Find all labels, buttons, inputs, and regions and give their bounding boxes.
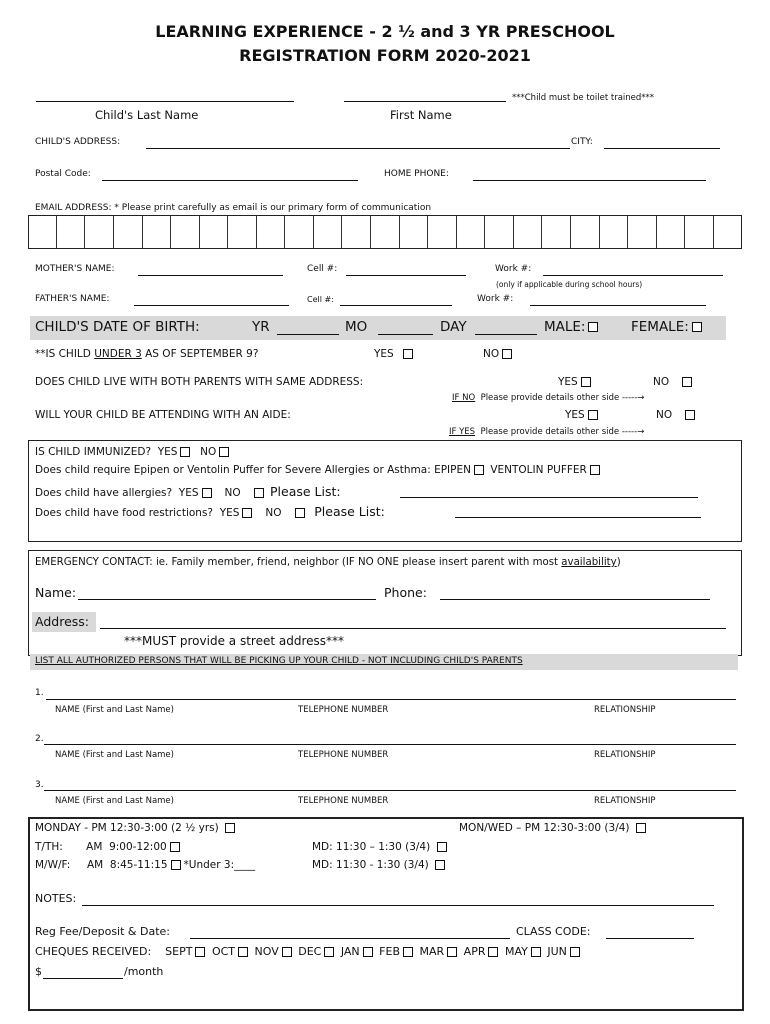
- home-phone-label: HOME PHONE:: [384, 169, 449, 179]
- authorized-row-2-field[interactable]: [44, 744, 736, 745]
- father-work-label: Work #:: [477, 294, 514, 304]
- regfee-field[interactable]: [190, 938, 510, 939]
- toilet-trained-note: ***Child must be toilet trained***: [512, 93, 655, 103]
- city-label: CITY:: [571, 137, 593, 147]
- email-boxes[interactable]: [28, 215, 742, 249]
- allergies-list-field[interactable]: [400, 497, 698, 498]
- allergies-question: Does child have allergies? YES NO Please List:: [35, 484, 341, 499]
- food-no-checkbox[interactable]: [295, 508, 305, 518]
- first-name-field[interactable]: [344, 101, 506, 102]
- first-name-label: First Name: [390, 108, 452, 122]
- class-code-field[interactable]: [606, 938, 694, 939]
- food-question: Does child have food restrictions? YES NO Please List:: [35, 504, 385, 519]
- per-month-label: /month: [124, 965, 164, 978]
- authorized-row-1-number: 1.: [35, 688, 44, 698]
- under3-yes-checkbox[interactable]: [403, 349, 413, 359]
- mwf-am-option[interactable]: M/W/F: AM 8:45-11:15 *Under 3:____: [35, 859, 256, 871]
- cheque-jun[interactable]: JUN: [547, 945, 583, 958]
- if-no-note: IF NO Please provide details other side -----→: [452, 393, 645, 403]
- dollar-sign: $: [35, 965, 42, 978]
- male-option[interactable]: [544, 319, 601, 335]
- authorized-row-1-relationship-label: RELATIONSHIP: [594, 705, 656, 715]
- authorized-row-3-number: 3.: [35, 780, 44, 790]
- home-phone-field[interactable]: [473, 180, 706, 181]
- mother-work-label: Work #:: [495, 264, 532, 274]
- street-address-note: ***MUST provide a street address***: [124, 634, 345, 648]
- md2-checkbox[interactable]: [435, 860, 445, 870]
- emergency-phone-label: Phone:: [384, 585, 427, 600]
- email-label: EMAIL ADDRESS: * Please print carefully as email is our primary form of communication: [35, 203, 432, 213]
- both-parents-yes-checkbox[interactable]: [581, 377, 591, 387]
- female-checkbox[interactable]: [692, 322, 702, 332]
- father-name-label: FATHER'S NAME:: [35, 294, 110, 304]
- dob-label: CHILD'S DATE OF BIRTH:: [35, 319, 200, 335]
- under3-no[interactable]: NO: [483, 348, 515, 360]
- md1-checkbox[interactable]: [437, 842, 447, 852]
- postal-code-label: Postal Code:: [35, 169, 91, 179]
- dob-yr-field[interactable]: [277, 334, 339, 335]
- mother-work-field[interactable]: [543, 275, 723, 276]
- mother-cell-label: Cell #:: [307, 264, 338, 274]
- authorized-row-1-name-label: NAME (First and Last Name): [55, 705, 174, 715]
- authorized-row-3-phone-label: TELEPHONE NUMBER: [298, 796, 389, 806]
- epipen-question: Does child require Epipen or Ventolin Puffer for Severe Allergies or Asthma: EPIPEN VENTOLIN PUFFER: [35, 464, 603, 476]
- emergency-name-label: Name:: [35, 585, 77, 600]
- authorized-row-2-relationship-label: RELATIONSHIP: [594, 750, 656, 760]
- dob-day-field[interactable]: [475, 334, 537, 335]
- cheque-may[interactable]: MAY: [505, 945, 544, 958]
- dob-yr-label: YR: [252, 319, 270, 335]
- dob-mo-field[interactable]: [378, 334, 433, 335]
- immunized-yes-checkbox[interactable]: [180, 447, 190, 457]
- aide-question: WILL YOUR CHILD BE ATTENDING WITH AN AIDE:: [35, 409, 291, 421]
- form-title-line2: REGISTRATION FORM 2020-2021: [239, 46, 531, 65]
- both-parents-question: DOES CHILD LIVE WITH BOTH PARENTS WITH SAME ADDRESS:: [35, 376, 364, 388]
- emergency-address-field[interactable]: [100, 628, 726, 629]
- notes-field[interactable]: [82, 905, 714, 906]
- authorized-row-1-field[interactable]: [46, 699, 736, 700]
- cheque-mar[interactable]: MAR: [420, 945, 461, 958]
- postal-code-field[interactable]: [102, 180, 358, 181]
- male-label: MALE:: [544, 319, 586, 335]
- monday-pm-checkbox[interactable]: [225, 823, 235, 833]
- md2-option[interactable]: MD: 11:30 - 1:30 (3/4): [312, 859, 448, 871]
- both-parents-no-checkbox[interactable]: [682, 377, 692, 387]
- emergency-address-label: Address:: [35, 614, 89, 629]
- male-checkbox[interactable]: [588, 322, 598, 332]
- authorized-row-2-name-label: NAME (First and Last Name): [55, 750, 174, 760]
- food-list-field[interactable]: [455, 517, 701, 518]
- aide-yes[interactable]: YES: [565, 409, 601, 421]
- form-title-line1: LEARNING EXPERIENCE - 2 ½ and 3 YR PRESCHOOL: [155, 22, 615, 41]
- aide-no-checkbox[interactable]: [685, 410, 695, 420]
- under3-question: **IS CHILD UNDER 3 AS OF SEPTEMBER 9?: [35, 348, 259, 360]
- cheque-apr[interactable]: APR: [464, 945, 502, 958]
- emergency-heading: EMERGENCY CONTACT: ie. Family member, friend, neighbor (IF NO ONE please insert parent with most availability): [35, 557, 621, 568]
- father-work-field[interactable]: [530, 305, 706, 306]
- cheque-feb[interactable]: FEB: [379, 945, 416, 958]
- immunized-no-checkbox[interactable]: [219, 447, 229, 457]
- immunized-question: IS CHILD IMMUNIZED? YES NO: [35, 446, 232, 458]
- cheque-nov[interactable]: NOV: [255, 945, 295, 958]
- under3-yes[interactable]: YES: [374, 348, 416, 360]
- cheques-received: CHEQUES RECEIVED: SEPT OCT NOV DEC JAN FEB MAR APR MAY JUN: [35, 945, 583, 958]
- both-parents-no[interactable]: NO: [653, 376, 695, 388]
- authorized-row-2-number: 2.: [35, 734, 44, 744]
- tth-am-option[interactable]: T/TH: AM 9:00-12:00: [35, 841, 183, 853]
- cheque-jan[interactable]: JAN: [341, 945, 376, 958]
- cheque-oct[interactable]: OCT: [212, 945, 251, 958]
- under3-no-checkbox[interactable]: [502, 349, 512, 359]
- epipen-checkbox[interactable]: [474, 465, 484, 475]
- mother-name-field[interactable]: [138, 275, 283, 276]
- female-option[interactable]: [631, 319, 705, 335]
- authorized-row-3-name-label: NAME (First and Last Name): [55, 796, 174, 806]
- authorized-row-3-field[interactable]: [44, 790, 736, 791]
- child-address-field[interactable]: [146, 148, 570, 149]
- emergency-phone-field[interactable]: [440, 599, 710, 600]
- ventolin-checkbox[interactable]: [590, 465, 600, 475]
- mother-name-label: MOTHER'S NAME:: [35, 264, 115, 274]
- authorized-row-3-relationship-label: RELATIONSHIP: [594, 796, 656, 806]
- allergies-no-checkbox[interactable]: [254, 488, 264, 498]
- monthly-amount-field[interactable]: [43, 978, 123, 979]
- cheque-sept[interactable]: SEPT: [165, 945, 208, 958]
- authorized-row-1-phone-label: TELEPHONE NUMBER: [298, 705, 389, 715]
- school-hours-note: (only if applicable during school hours): [496, 280, 643, 289]
- notes-label: NOTES:: [35, 892, 77, 905]
- monwed-pm-checkbox[interactable]: [636, 823, 646, 833]
- tth-am-checkbox[interactable]: [170, 842, 180, 852]
- food-yes-checkbox[interactable]: [242, 508, 252, 518]
- mother-cell-field[interactable]: [346, 275, 466, 276]
- aide-no[interactable]: NO: [656, 409, 698, 421]
- dob-day-label: DAY: [440, 319, 467, 335]
- class-code-label: CLASS CODE:: [516, 925, 591, 938]
- last-name-label: Child's Last Name: [95, 108, 199, 122]
- authorized-row-2-phone-label: TELEPHONE NUMBER: [298, 750, 389, 760]
- md1-option[interactable]: MD: 11:30 – 1:30 (3/4): [312, 841, 450, 853]
- child-address-label: CHILD'S ADDRESS:: [35, 137, 121, 147]
- monwed-pm-option[interactable]: MON/WED – PM 12:30-3:00 (3/4): [459, 822, 649, 834]
- female-label: FEMALE:: [631, 319, 689, 335]
- monday-pm-option[interactable]: MONDAY - PM 12:30-3:00 (2 ½ yrs): [35, 822, 238, 834]
- regfee-label: Reg Fee/Deposit & Date:: [35, 925, 170, 938]
- mwf-am-checkbox[interactable]: [171, 860, 181, 870]
- father-name-field[interactable]: [134, 305, 289, 306]
- cheque-dec[interactable]: DEC: [298, 945, 337, 958]
- city-field[interactable]: [604, 148, 720, 149]
- father-cell-field[interactable]: [340, 305, 452, 306]
- if-yes-note: IF YES Please provide details other side -----→: [449, 427, 645, 437]
- both-parents-yes[interactable]: YES: [558, 376, 594, 388]
- emergency-name-field[interactable]: [78, 599, 376, 600]
- dob-mo-label: MO: [345, 319, 368, 335]
- allergies-yes-checkbox[interactable]: [202, 488, 212, 498]
- father-cell-label: Cell #:: [307, 295, 334, 304]
- authorized-heading: LIST ALL AUTHORIZED PERSONS THAT WILL BE PICKING UP YOUR CHILD - NOT INCLUDING CHILD'S PARENTS: [35, 656, 523, 666]
- aide-yes-checkbox[interactable]: [588, 410, 598, 420]
- last-name-field[interactable]: [36, 101, 294, 102]
